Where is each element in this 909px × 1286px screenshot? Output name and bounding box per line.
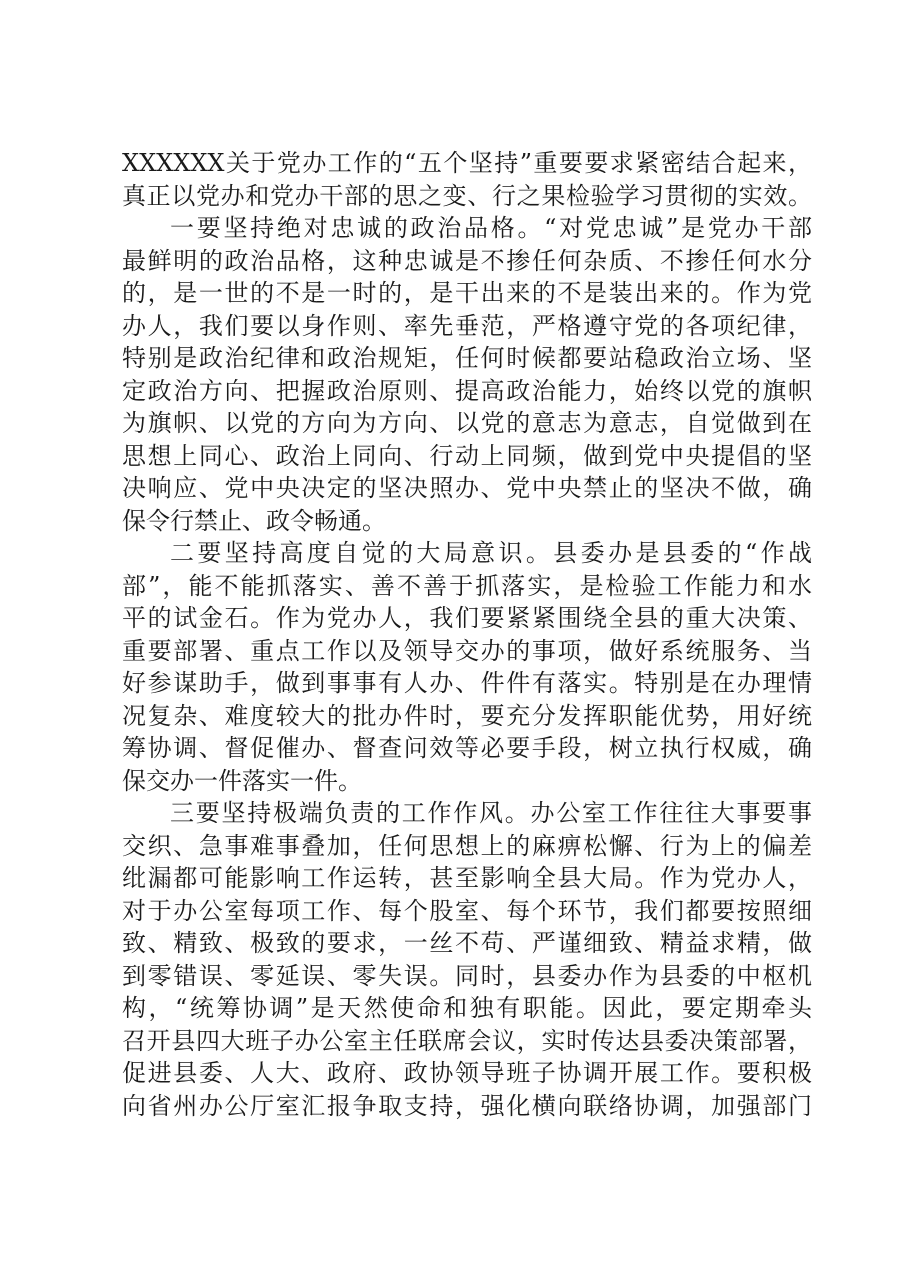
text-line: 平的试金石。作为党办人，我们要紧紧围绕全县的重大决策、 [122,604,812,632]
text-line: XXXXXX关于党办工作的“五个坚持”重要要求紧密结合起来， [122,149,812,177]
text-line: 定政治方向、把握政治原则、提高政治能力，始终以党的旗帜 [122,376,812,405]
text-line: 筹协调、督促催办、督查问效等必要手段，树立执行权威，确 [122,734,812,762]
text-line: 纰漏都可能影响工作运转，甚至影响全县大局。作为党办人， [122,864,812,892]
text-line: 二要坚持高度自觉的大局意识。县委办是县委的“作战 [170,539,812,567]
text-line: 况复杂、难度较大的批办件时，要充分发挥职能优势，用好统 [122,701,812,730]
text-line: 最鲜明的政治品格，这种忠诚是不掺任何杂质、不掺任何水分 [122,246,812,275]
text-line: 保交办一件落实一件。 [122,766,362,795]
text-line: 三要坚持极端负责的工作作风。办公室工作往往大事要事 [170,799,812,827]
text-line: 向省州办公厅室汇报争取支持，强化横向联络协调，加强部门 [122,1091,812,1120]
text-line: 致、精致、极致的要求，一丝不苟、严谨细致、精益求精，做 [122,929,812,957]
text-line: 促进县委、人大、政府、政协领导班子协调开展工作。要积极 [122,1059,812,1087]
text-line: 好参谋助手，做到事事有人办、件件有落实。特别是在办理情 [122,669,812,697]
text-line: 为旗帜、以党的方向为方向、以党的意志为意志，自觉做到在 [122,409,812,437]
document-body [122,147,812,1122]
text-line: 重要部署、重点工作以及领导交办的事项，做好系统服务、当 [122,636,812,665]
text-line: 召开县四大班子办公室主任联席会议，实时传达县委决策部署， [122,1026,812,1055]
text-line: 部”，能不能抓落实、善不善于抓落实，是检验工作能力和水 [122,571,812,600]
text-line: 办人，我们要以身作则、率先垂范，严格遵守党的各项纪律， [122,311,812,340]
text-line: 思想上同心、政治上同向、行动上同频，做到党中央提倡的坚 [122,441,812,470]
text-line: 的，是一世的不是一时的，是干出来的不是装出来的。作为党 [122,279,812,307]
text-line: 交织、急事难事叠加，任何思想上的麻痹松懈、行为上的偏差 [122,831,812,860]
text-line: 真正以党办和党办干部的思之变、行之果检验学习贯彻的实效。 [122,181,812,210]
text-line: 决响应、党中央决定的坚决照办、党中央禁止的坚决不做，确 [122,474,812,502]
text-line: 到零错误、零延误、零失误。同时，县委办作为县委的中枢机 [122,961,812,990]
text-line: 保令行禁止、政令畅通。 [122,506,386,535]
text-line: 对于办公室每项工作、每个股室、每个环节，我们都要按照细 [122,896,812,925]
text-line: 构，“统筹协调”是天然使命和独有职能。因此，要定期牵头 [122,994,812,1022]
text-line: 一要坚持绝对忠诚的政治品格。“对党忠诚”是党办干部 [170,214,812,242]
text-line: 特别是政治纪律和政治规矩，任何时候都要站稳政治立场、坚 [122,344,812,372]
